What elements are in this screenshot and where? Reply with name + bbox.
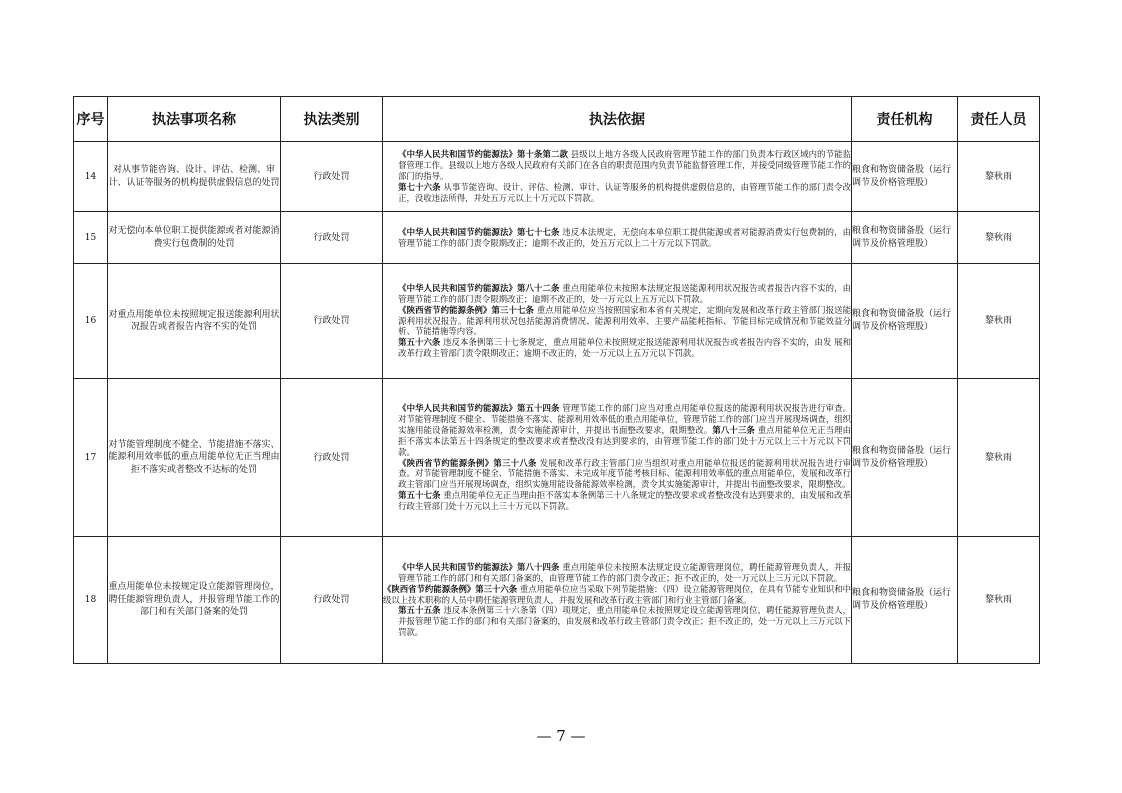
basis-text: 重点用能单位应当按照国家和本省有关规定，定期向发展和改革行政主管部门报送能源利用状况报告。能源利用状况包括能源消费情况、能源利用效率、主要产品能耗指标、节能目标完成情况和节能效益分析、节能措施等内容。 [398, 304, 851, 337]
row-seq: 16 [74, 264, 108, 379]
basis-paragraph [383, 337, 851, 359]
basis-text: 重点用能单位应当采取下列节能措施：（四）设立能源管理岗位，在具有节能专业知识和中级以上技术职称的人员中聘任能源管理负责人，并报发展和改革行政主管部门和行业主管部门备案。 [383, 583, 851, 605]
basis-article: 第五十六条 [398, 337, 441, 348]
basis-paragraph [383, 458, 851, 491]
header-org: 责任机构 [852, 97, 958, 142]
row-org: 粮食和物资储备股（运行调节及价格管理股） [852, 379, 958, 537]
row-type: 行政处罚 [281, 537, 383, 664]
row-basis [383, 264, 852, 379]
header-name: 执法事项名称 [108, 97, 281, 142]
basis-text: 从事节能咨询、设计、评估、检测、审计、认证等服务的机构提供虚假信息的，由管理节能工作的部门责令改正，没收违法所得，并处五万元以上十万元以下罚款。 [398, 181, 851, 203]
row-item-name: 对无偿向本单位职工提供能源或者对能源消费实行包费制的处罚 [108, 212, 281, 264]
basis-text: 重点用能单位未按照本法规定报送能源利用状况报告或者报告内容不实的，由管理节能工作的部门责令限期改正；逾期不改正的，处一万元以上五万元以下罚款。 [398, 282, 851, 304]
enforcement-table [73, 96, 1040, 664]
basis-article: 第七十六条 [398, 181, 441, 192]
basis-article: 第八十三条 [712, 424, 755, 435]
basis-text: 重点用能单位未按照本法规定设立能源管理岗位，聘任能源管理负责人，并报管理节能工作的部门和有关部门备案的，由管理节能工作的部门责令改正；拒不改正的，处一万元以上三万元以下罚款。 [398, 561, 851, 583]
row-person: 黎秋雨 [958, 264, 1040, 379]
row-person: 黎秋雨 [958, 537, 1040, 664]
row-type: 行政处罚 [281, 212, 383, 264]
row-item-name: 对节能管理制度不健全、节能措施不落实、能源利用效率低的重点用能单位无正当理由拒不落实或者整改不达标的处罚 [108, 379, 281, 537]
basis-article: 第五十七条 [398, 490, 441, 501]
row-basis [383, 142, 852, 212]
basis-text: 重点用能单位无正当理由拒不落实本条例第三十八条规定的整改要求或者整改没有达到要求的，由发展和改革行政主管部门处十万元以上三十万元以下罚款。 [398, 490, 851, 512]
basis-text: 管理节能工作的部门应当对重点用能单位报送的能源利用状况报告进行审查。对节能管理制度不健全、节能措施不落实、能源利用效率低的重点用能单位，管理节能工作的部门应当开展现场调查，组织实施用能设备能源效率检测，责令实施能源审计，并提出书面整改要求，限期整改。 [398, 402, 851, 435]
header-person: 责任人员 [958, 97, 1040, 142]
basis-article: 《中华人民共和国节约能源法》第十条第二款 [398, 149, 569, 160]
row-seq: 15 [74, 212, 108, 264]
row-org: 粮食和物资储备股（运行调节及价格管理股） [852, 212, 958, 264]
basis-text: 违反本法规定，无偿向本单位职工提供能源或者对能源消费实行包费制的，由管理节能工作的部门责令限期改正；逾期不改正的，处五万元以上二十万元以下罚款。 [398, 226, 851, 248]
row-person: 黎秋雨 [958, 212, 1040, 264]
table-row [74, 537, 1040, 664]
basis-paragraph [383, 305, 851, 338]
basis-paragraph [383, 283, 851, 305]
row-basis [383, 212, 852, 264]
basis-paragraph [383, 562, 851, 584]
header-seq: 序号 [74, 97, 108, 142]
table-row [74, 212, 1040, 264]
basis-paragraph [383, 182, 851, 204]
basis-article: 第五十五条 [398, 605, 441, 616]
row-org: 粮食和物资储备股（运行调节及价格管理股） [852, 537, 958, 664]
row-person: 黎秋雨 [958, 379, 1040, 537]
basis-paragraph [383, 490, 851, 512]
row-item-name: 对从事节能咨询、设计、评估、检测、审计、认证等服务的机构提供虚假信息的处罚 [108, 142, 281, 212]
header-type: 执法类别 [281, 97, 383, 142]
row-seq: 17 [74, 379, 108, 537]
row-basis [383, 537, 852, 664]
basis-article: 《陕西省节约能源条例》第三十七条 [398, 304, 535, 315]
basis-article: 《陕西省节约能源条例》第三十六条 [383, 583, 518, 594]
row-item-name: 重点用能单位未按规定设立能源管理岗位，聘任能源管理负责人，并报管理节能工作的部门和有关部门备案的处罚 [108, 537, 281, 664]
basis-article: 《中华人民共和国节约能源法》第八十二条 [398, 282, 560, 293]
basis-paragraph [383, 227, 851, 249]
row-seq: 14 [74, 142, 108, 212]
table-row [74, 264, 1040, 379]
row-basis [383, 379, 852, 537]
basis-article: 《陕西省节约能源条例》第三十八条 [398, 457, 537, 468]
row-seq: 18 [74, 537, 108, 664]
row-type: 行政处罚 [281, 379, 383, 537]
basis-text: 重点用能单位无正当理由拒不落实本法第五十四条规定的整改要求或者整改没有达到要求的，由管理节能工作的部门处十万元以上三十万元以下罚款。 [398, 424, 852, 457]
basis-paragraph [383, 149, 851, 182]
basis-text: 违反本条例第三十六条第（四）项规定，重点用能单位未按照规定设立能源管理岗位，聘任能源管理负责人，并报管理节能工作的部门和有关部门备案的，由发展和改革行政主管部门责令改正；拒不改正的，处一万元以上三万元以下罚款。 [398, 605, 851, 638]
page-number: — 7 — [536, 727, 586, 745]
basis-paragraph [383, 403, 851, 458]
row-item-name: 对重点用能单位未按照规定报送能源利用状况报告或者报告内容不实的处罚 [108, 264, 281, 379]
basis-text: 违反本条例第三十七条规定，重点用能单位未按照规定报送能源利用状况报告或者报告内容不实的，由发 展和改革行政主管部门责令限期改正；逾期不改正的，处一万元以上五万元以下罚款。 [398, 337, 851, 359]
basis-paragraph [383, 584, 851, 606]
table-row [74, 142, 1040, 212]
row-type: 行政处罚 [281, 142, 383, 212]
basis-article: 《中华人民共和国节约能源法》第七十七条 [398, 226, 560, 237]
row-person: 黎秋雨 [958, 142, 1040, 212]
basis-paragraph [383, 605, 851, 638]
header-basis: 执法依据 [383, 97, 852, 142]
basis-text: 发展和改革行政主管部门应当组织对重点用能单位报送的能源利用状况报告进行审查。对节能管理制度不健全、节能措施不落实、未完成年度节能考核目标、能源利用效率低的重点用能单位，发展和改革行政主管部门应当开展现场调查，组织实施用能设备能源效率检测，责令其实施能源审计，并提出书面整改要求，限期整改。 [398, 457, 851, 490]
table-row [74, 379, 1040, 537]
row-org: 粮食和物资储备股（运行调节及价格管理股） [852, 142, 958, 212]
basis-article: 《中华人民共和国节约能源法》第五十四条 [398, 402, 560, 413]
basis-text: 县级以上地方各级人民政府管理节能工作的部门负责本行政区域内的节能监督管理工作。县级以上地方各级人民政府有关部门在各自的职责范围内负责节能监督管理工作，并接受同级管理节能工作的部门的指导。 [398, 149, 852, 182]
row-org: 粮食和物资储备股（运行调节及价格管理股） [852, 264, 958, 379]
basis-article: 《中华人民共和国节约能源法》第八十四条 [398, 561, 560, 572]
header-row [74, 97, 1040, 142]
row-type: 行政处罚 [281, 264, 383, 379]
